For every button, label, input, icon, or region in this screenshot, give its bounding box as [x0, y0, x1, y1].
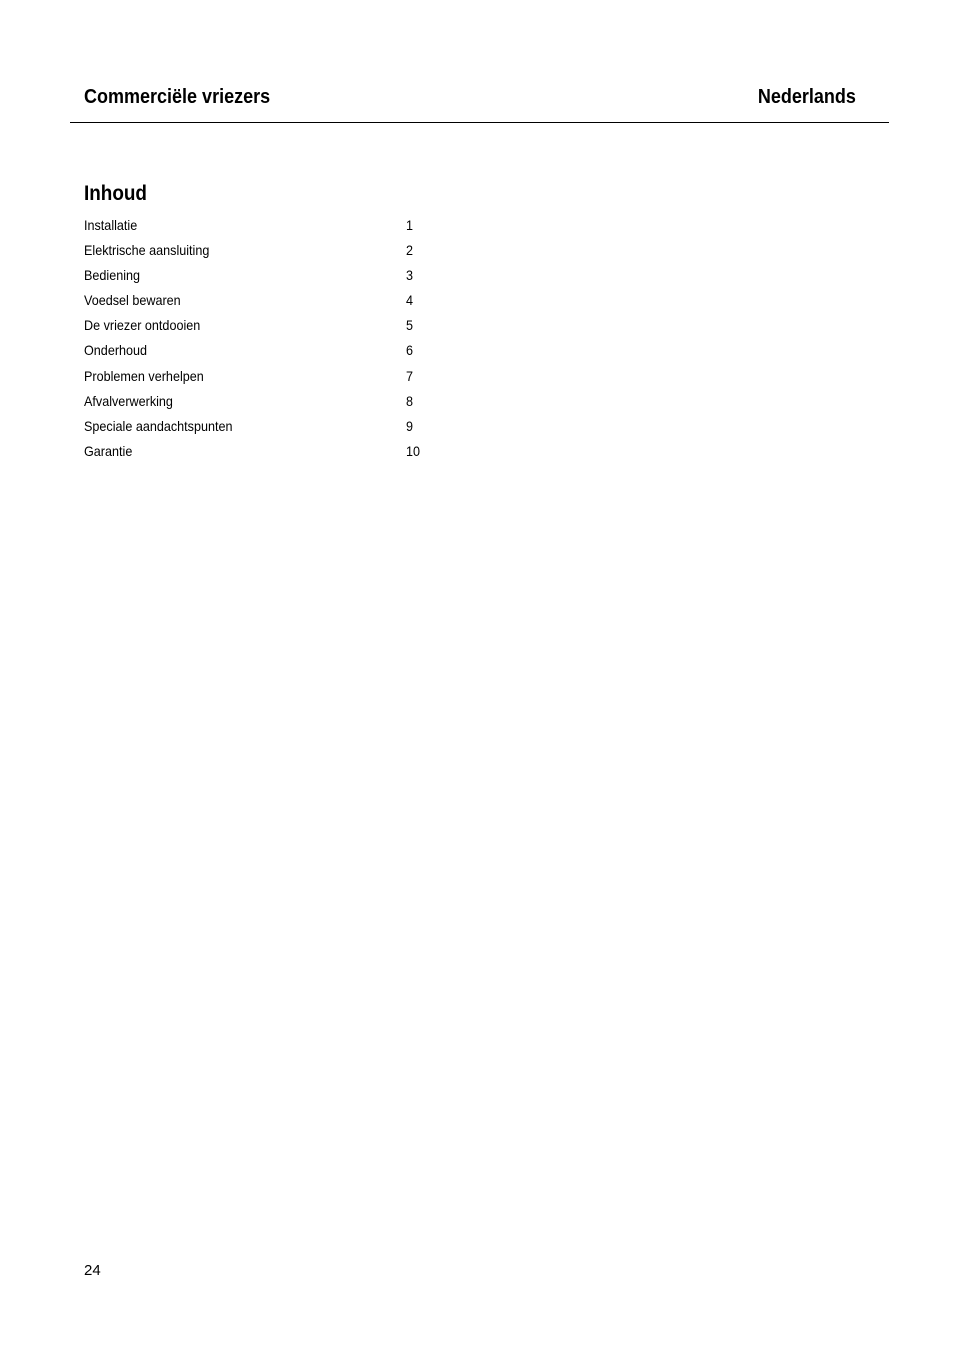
toc-item	[84, 391, 444, 416]
toc-item-page: 7	[406, 367, 414, 384]
toc-item	[84, 366, 444, 391]
toc-item	[84, 240, 444, 265]
toc-item-label: De vriezer ontdooien	[84, 317, 201, 334]
toc-heading: Inhoud	[84, 182, 147, 205]
table-of-contents	[84, 215, 444, 466]
toc-item-page: 4	[406, 292, 414, 309]
toc-item	[84, 265, 444, 290]
toc-item-label: Afvalverwerking	[84, 392, 173, 409]
toc-item-page: 1	[406, 217, 414, 233]
toc-item	[84, 416, 444, 441]
document-title: Commerciële vriezers	[84, 86, 271, 108]
toc-item-page: 2	[406, 242, 414, 259]
toc-item	[84, 315, 444, 340]
page-header	[84, 86, 856, 114]
toc-item-label: Garantie	[84, 442, 133, 459]
toc-item-label: Installatie	[84, 217, 138, 233]
toc-item-label: Onderhoud	[84, 342, 148, 359]
toc-item-page: 10	[406, 442, 421, 459]
toc-item-page: 9	[406, 417, 414, 434]
toc-item-page: 3	[406, 267, 414, 284]
toc-item-label: Speciale aandachtspunten	[84, 417, 233, 434]
toc-item	[84, 441, 444, 466]
toc-item-label: Elektrische aansluiting	[84, 242, 210, 259]
toc-item-label: Bediening	[84, 267, 141, 284]
header-divider	[70, 122, 889, 123]
toc-item-label: Voedsel bewaren	[84, 292, 181, 309]
language-label: Nederlands	[757, 86, 856, 108]
toc-item	[84, 215, 444, 240]
toc-item-page: 5	[406, 317, 414, 334]
toc-item-page: 8	[406, 392, 414, 409]
toc-item-page: 6	[406, 342, 414, 359]
toc-item-label: Problemen verhelpen	[84, 367, 204, 384]
page-number: 24	[84, 1262, 101, 1279]
toc-item	[84, 290, 444, 315]
toc-item	[84, 340, 444, 365]
